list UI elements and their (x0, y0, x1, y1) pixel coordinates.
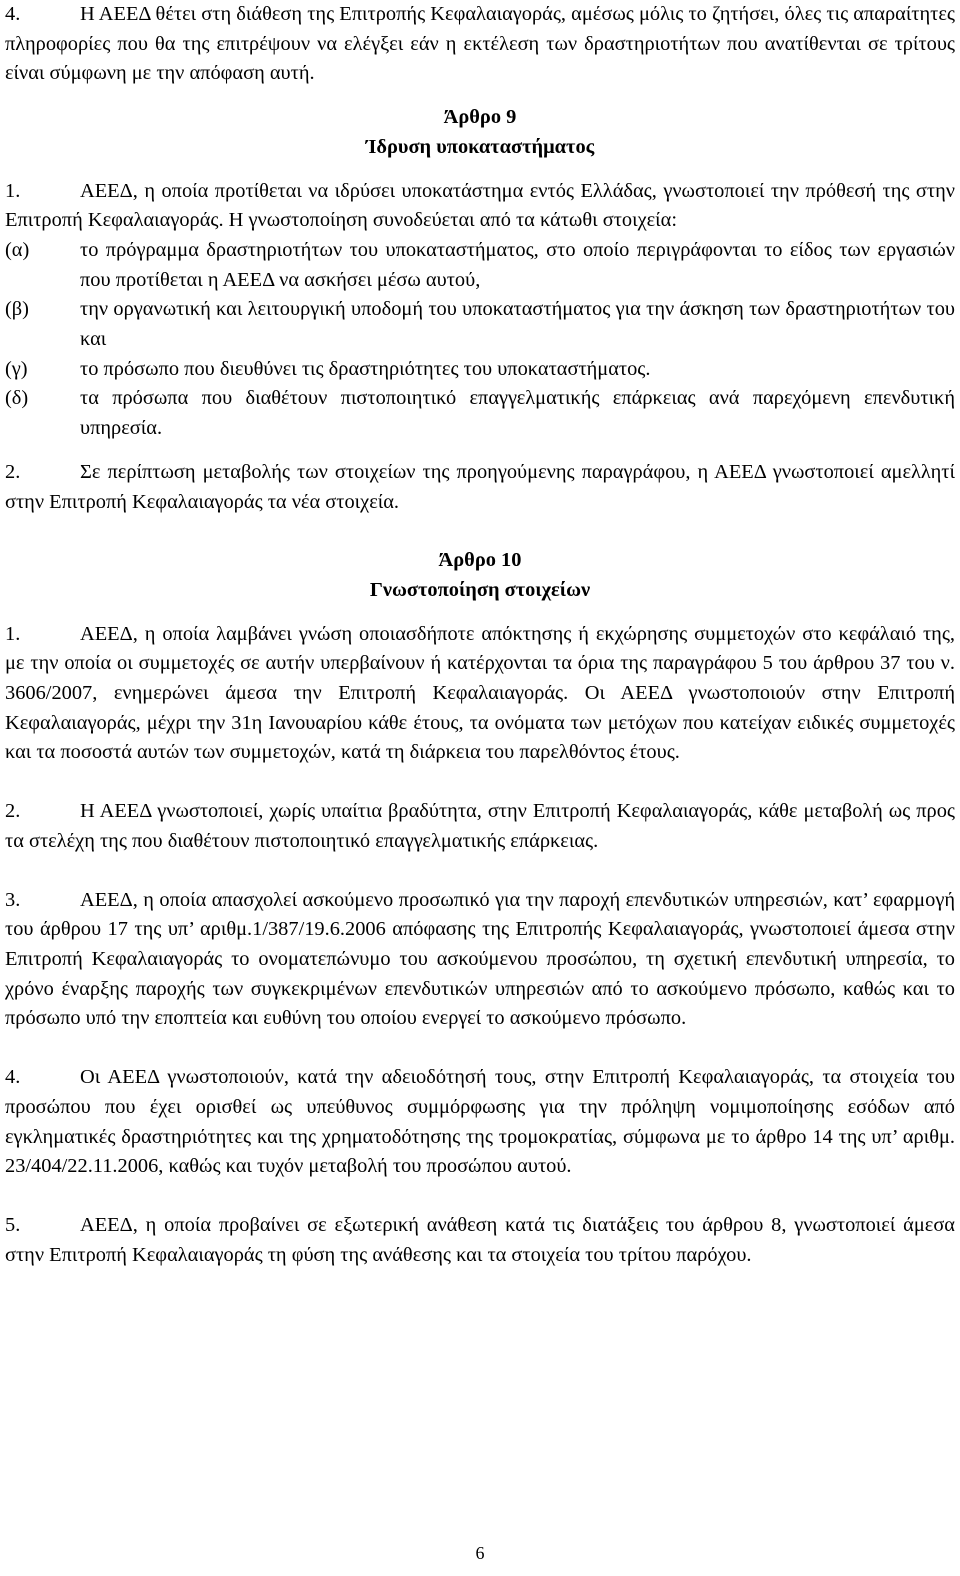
article9-title: Άρθρο 9 (443, 106, 517, 129)
list-item-label: (δ) (5, 387, 29, 410)
list-item-label: (α) (5, 238, 30, 261)
list-item-text: τα πρόσωπα που διαθέτουν πιστοποιητικό επαγγελματικής επάρκειας ανά παρεχόμενη επενδυτική υπηρεσία. (80, 387, 955, 440)
article10-paragraph-2 (5, 797, 955, 856)
article10-title: Άρθρο 10 (438, 549, 522, 572)
page-number: 6 (475, 1543, 485, 1563)
list-item-c (5, 355, 955, 385)
article10-paragraph-5 (5, 1211, 955, 1270)
paragraph-text: ΑΕΕΔ, η οποία λαμβάνει γνώση οποιασδήποτε απόκτησης ή εκχώρησης συμμετοχών στο κεφάλαιό της, με την οποία οι συμμετοχές σε αυτήν υπερβαίνουν ή κατέρχονται τα όρια της παραγράφου 5 του άρθρου 37 του ν. 3606/2007, ενημερώνει άμεσα την Επιτροπή Κεφαλαιαγοράς. Οι ΑΕΕΔ γνωστοποιούν στην Επιτροπή Κεφαλαιαγοράς, μέχρι την 31η Ιανουαρίου κάθε έτους, τα ονόματα των μετόχων που κατείχαν ειδικές συμμετοχές και τα ποσοστά αυτών των συμμετοχών, κατά τη διάρκεια του παρελθόντος έτους. (5, 622, 955, 764)
paragraph-number: 4. (5, 1066, 21, 1089)
list-item-text: την οργανωτική και λειτουργική υποδομή του υποκαταστήματος για την άσκηση των δραστηριοτήτων του και (80, 298, 955, 351)
list-item-text: το πρόγραμμα δραστηριοτήτων του υποκαταστήματος, στο οποίο περιγράφονται το είδος των εργασιών που προτίθεται η ΑΕΕΔ να ασκήσει μέσω αυτού, (80, 238, 955, 291)
paragraph-number: 2. (5, 460, 21, 483)
paragraph-number: 1. (5, 179, 21, 202)
article9-subtitle: Ίδρυση υποκαταστήματος (365, 135, 595, 158)
list-item-d (5, 384, 955, 443)
article10-paragraph-3 (5, 886, 955, 1035)
article8-paragraph-4 (5, 0, 955, 89)
paragraph-number: 4. (5, 3, 21, 25)
paragraph-text: Οι ΑΕΕΔ γνωστοποιούν, κατά την αδειοδότησή τους, στην Επιτροπή Κεφαλαιαγοράς, τα στοιχεία του προσώπου που έχει ορισθεί ως υπεύθυνος συμμόρφωσης για την πρόληψη νομιμοποίησης εσόδων από εγκληματικές δραστηριότητες και της χρηματοδότησης της τρομοκρατίας, σύμφωνα με το άρθρο 14 της υπ’ αριθμ. 23/404/22.11.2006, καθώς και τυχόν μεταβολή του προσώπου αυτού. (5, 1066, 955, 1178)
paragraph-text: Η ΑΕΕΔ θέτει στη διάθεση της Επιτροπής Κεφαλαιαγοράς, αμέσως μόλις το ζητήσει, όλες τις απαραίτητες πληροφορίες που θα της επιτρέψουν να ελέγξει εάν η εκτέλεση των δραστηριοτήτων που ανατίθενται σε τρίτους είναι σύμφωνη με την απόφαση αυτή. (5, 3, 955, 85)
article9-paragraph-2 (5, 458, 955, 517)
paragraph-number: 3. (5, 888, 21, 911)
article10-paragraph-1 (5, 620, 955, 769)
article9-paragraph-1 (5, 177, 955, 236)
paragraph-number: 2. (5, 800, 21, 823)
paragraph-text: Σε περίπτωση μεταβολής των στοιχείων της προηγούμενης παραγράφου, η ΑΕΕΔ γνωστοποιεί αμελλητί στην Επιτροπή Κεφαλαιαγοράς τα νέα στοιχεία. (5, 460, 955, 513)
list-item-label: (β) (5, 298, 29, 321)
document-page (5, 0, 955, 1270)
paragraph-text: Η ΑΕΕΔ γνωστοποιεί, χωρίς υπαίτια βραδύτητα, στην Επιτροπή Κεφαλαιαγοράς, κάθε μεταβολή ως προς τα στελέχη της που διαθέτουν πιστοποιητικό επαγγελματικής επάρκειας. (5, 800, 955, 852)
article10-paragraph-4 (5, 1063, 955, 1182)
paragraph-text: ΑΕΕΔ, η οποία προτίθεται να ιδρύσει υποκατάστημα εντός Ελλάδας, γνωστοποιεί την πρόθεσή της στην Επιτροπή Κεφαλαιαγοράς. Η γνωστοποίηση συνοδεύεται από τα κάτωθι στοιχεία: (5, 179, 955, 232)
list-item-label: (γ) (5, 357, 28, 380)
paragraph-text: ΑΕΕΔ, η οποία προβαίνει σε εξωτερική ανάθεση κατά τις διατάξεις του άρθρου 8, γνωστοποιεί άμεσα στην Επιτροπή Κεφαλαιαγοράς τη φύση της ανάθεσης και τα στοιχεία του τρίτου παρόχου. (5, 1213, 955, 1266)
list-item-b (5, 295, 955, 354)
paragraph-number: 5. (5, 1213, 21, 1236)
paragraph-number: 1. (5, 622, 21, 645)
list-item-text: το πρόσωπο που διευθύνει τις δραστηριότητες του υποκαταστήματος. (80, 357, 651, 380)
list-item-a (5, 236, 955, 295)
paragraph-text: ΑΕΕΔ, η οποία απασχολεί ασκούμενο προσωπικό για την παροχή επενδυτικών υπηρεσιών, κατ’ εφαρμογή του άρθρου 17 της υπ’ αριθμ.1/387/19.6.2006 απόφασης της Επιτροπής Κεφαλαιαγοράς, γνωστοποιεί άμεσα στην Επιτροπή Κεφαλαιαγοράς το ονοματεπώνυμο του ασκούμενου προσώπου, τη σχετική επενδυτική υπηρεσία, το χρόνο έναρξης παροχής των συγκεκριμένων επενδυτικών υπηρεσιών από το ασκούμενο πρόσωπο, καθώς και το πρόσωπο υπό την εποπτεία και ευθύνη του οποίου ενεργεί το ασκούμενο πρόσωπο. (5, 888, 955, 1030)
article10-subtitle: Γνωστοποίηση στοιχείων (369, 578, 591, 601)
